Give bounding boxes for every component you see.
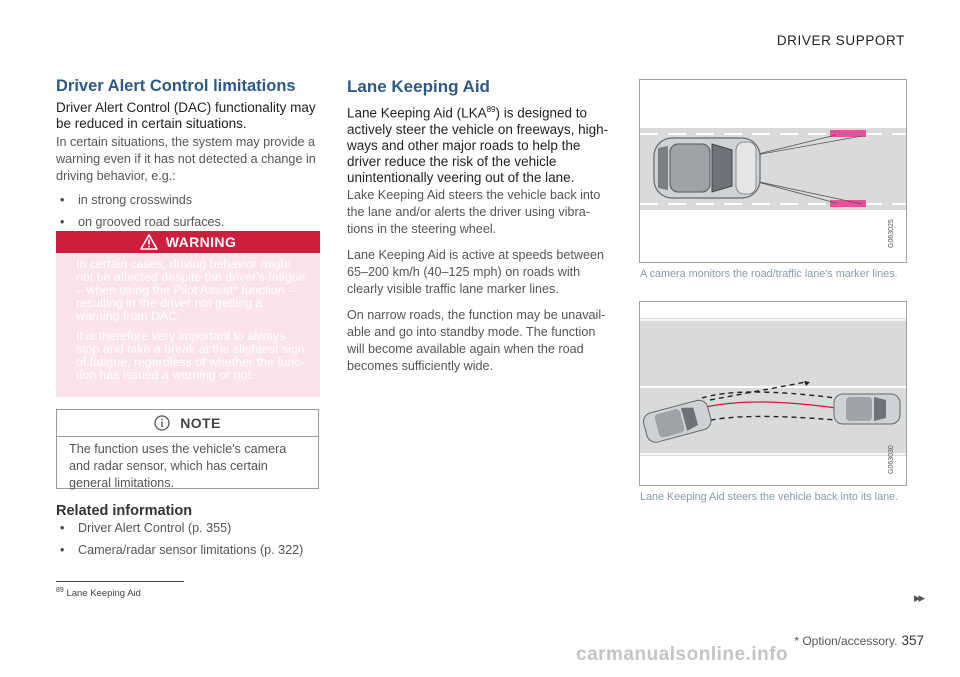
footnote-text: Lane Keeping Aid <box>66 588 141 600</box>
related-link[interactable]: • Driver Alert Control (p. 355) <box>56 521 321 535</box>
note-text: The function uses the vehicle's camera and radar sensor, which has certain general limitations. <box>69 442 287 490</box>
lka-lead-start: Lane Keeping Aid (LKA <box>347 105 487 121</box>
figure-camera-monitoring <box>639 79 907 263</box>
footnote-number: 89 <box>56 587 64 594</box>
note-box <box>56 409 319 489</box>
lka-lead-end: ) is designed to actively steer the vehicle on freeways, high-ways and other major roads to help the driver reduce the risk of the vehicle unintentionally veering out of the lane. <box>347 105 609 185</box>
warning-triangle-icon <box>140 234 158 250</box>
page-number: 357 <box>901 633 924 648</box>
warning-box <box>56 231 320 397</box>
related-link[interactable]: • Camera/radar sensor limitations (p. 322) <box>56 543 321 557</box>
footnote <box>56 587 141 599</box>
related-title: Related information <box>56 503 193 519</box>
related-information <box>56 503 321 557</box>
lka-p2: Lane Keeping Aid is active at speeds between 65–200 km/h (40–125 mph) on roads with clearly visible traffic lane marker lines. <box>347 247 604 296</box>
note-label: NOTE <box>180 415 221 431</box>
info-icon <box>154 415 170 431</box>
dac-limitations-section <box>56 77 321 229</box>
lane-steering-illustration <box>640 302 906 485</box>
warning-p2: It is therefore very important to always stop and take a break at the slightest sign of fatigue, regardless of whether the func-tion has issued a warning or not. <box>76 329 305 382</box>
lka-p3: On narrow roads, the function may be unavail-able and go into standby mode. The function will become available again when the road becomes sufficiently wide. <box>347 307 606 373</box>
page-footer <box>794 633 924 648</box>
bullet-item: • on grooved road surfaces. <box>56 215 321 229</box>
note-header <box>57 410 318 437</box>
dac-lead: Driver Alert Control (DAC) functionality may be reduced in certain situations. <box>56 100 316 131</box>
figure-caption: A camera monitors the road/traffic lane's marker lines. <box>640 268 898 280</box>
warning-body <box>56 253 320 382</box>
dac-bullets <box>56 193 321 229</box>
dac-title: Driver Alert Control limitations <box>56 77 296 95</box>
option-note: * Option/accessory. <box>794 634 898 648</box>
car-icon <box>834 394 900 424</box>
warning-header <box>56 231 320 253</box>
section-header: DRIVER SUPPORT <box>776 33 905 48</box>
footnote-ref[interactable]: 89 <box>486 105 496 114</box>
figure-caption: Lane Keeping Aid steers the vehicle back into its lane. <box>640 491 899 503</box>
warning-label: WARNING <box>165 234 237 250</box>
next-page-icon[interactable]: ▸▸ <box>913 590 923 605</box>
watermark: carmanualsonline.info <box>576 644 789 665</box>
figure-lane-steering <box>639 301 907 486</box>
car-icon <box>654 138 760 198</box>
figure-code: G063030 <box>888 445 895 474</box>
related-list <box>56 521 321 557</box>
bullet-item: • in strong crosswinds <box>56 193 321 207</box>
lka-p1: Lake Keeping Aid steers the vehicle back into the lane and/or alerts the driver using vibra-tions in the steering wheel. <box>347 187 601 236</box>
lane-camera-illustration <box>640 80 906 262</box>
dac-body: In certain situations, the system may provide a warning even if it has not detected a change in driving behavior, e.g.: <box>56 135 316 183</box>
figure-code: G063025 <box>888 219 895 248</box>
footnote-rule <box>56 581 184 582</box>
lka-lead <box>347 102 612 186</box>
lka-title: Lane Keeping Aid <box>347 77 490 96</box>
lka-section <box>347 77 612 375</box>
warning-p1: In certain cases, driving behavior might not be affected despite the driver's fatigue – when using the Pilot Assist* function – resulting in the driver not getting a warning from DAC. <box>76 257 306 323</box>
